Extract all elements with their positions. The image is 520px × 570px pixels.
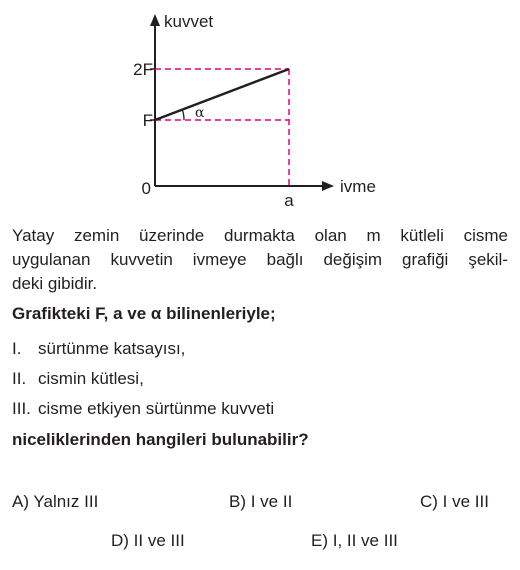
question-intro-line-2: uygulanan kuvvetin ivmeye bağlı değişim grafiği şekil- bbox=[12, 250, 508, 269]
question-intro-line-3: deki gibidir. bbox=[12, 274, 98, 293]
y-axis-arrow-icon bbox=[150, 14, 160, 26]
y-tick-label-2f: 2F bbox=[133, 60, 153, 79]
x-axis-label: ivme bbox=[340, 177, 376, 196]
statement-text: cismin kütlesi, bbox=[38, 369, 144, 388]
x-axis-arrow-icon bbox=[322, 181, 334, 191]
origin-label: 0 bbox=[141, 179, 151, 198]
angle-label: α bbox=[195, 105, 205, 121]
option-e[interactable]: E) I, II ve III bbox=[311, 531, 398, 550]
question-intro bbox=[12, 224, 508, 296]
statement-item-2 bbox=[12, 368, 144, 390]
force-line bbox=[155, 69, 289, 120]
x-tick-label-a: a bbox=[284, 191, 294, 210]
statement-item-1 bbox=[12, 338, 185, 360]
statement-text: sürtünme katsayısı, bbox=[38, 339, 186, 358]
option-d[interactable]: D) II ve III bbox=[111, 531, 185, 550]
option-b[interactable]: B) I ve II bbox=[229, 492, 293, 511]
statement-number: II. bbox=[12, 369, 27, 388]
statement-number: III. bbox=[12, 399, 31, 418]
question-prompt: Grafikteki F, a ve α bilinenleriyle; bbox=[12, 304, 276, 323]
question-closing: niceliklerinden hangileri bulunabilir? bbox=[12, 430, 309, 449]
option-c[interactable]: C) I ve III bbox=[420, 492, 489, 511]
angle-arc bbox=[182, 109, 184, 120]
statement-item-3 bbox=[12, 398, 274, 420]
question-intro-line-1: Yatay zemin üzerinde durmakta olan m kütleli cisme bbox=[12, 226, 508, 245]
option-a[interactable]: A) Yalnız III bbox=[12, 492, 99, 511]
y-axis-label: kuvvet bbox=[164, 12, 214, 31]
statement-text: cisme etkiyen sürtünme kuvveti bbox=[38, 399, 275, 418]
force-acceleration-graph bbox=[0, 0, 520, 215]
y-tick-label-f: F bbox=[142, 111, 153, 130]
statement-number: I. bbox=[12, 339, 22, 358]
